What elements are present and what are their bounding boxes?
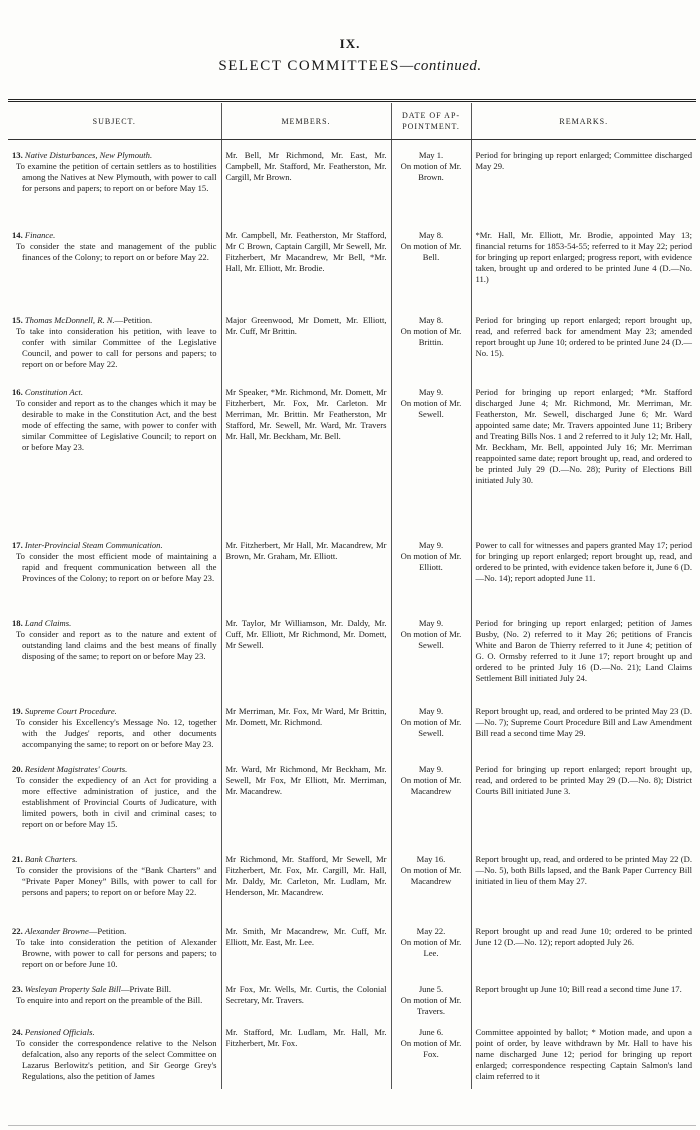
members-cell: Mr Merriman, Mr. Fox, Mr Ward, Mr Brittin, Mr. Domett, Mr. Richmond. xyxy=(221,696,391,754)
table-row xyxy=(8,1017,696,1089)
table-row xyxy=(8,377,696,530)
date-cell xyxy=(391,696,471,754)
subject-title: Pensioned Officials. xyxy=(24,1026,95,1037)
members-cell: Mr Fox, Mr. Wells, Mr. Curtis, the Colonial Secretary, Mr. Travers. xyxy=(221,974,391,1017)
table-row xyxy=(8,974,696,1017)
table-row xyxy=(8,220,696,305)
subject-cell xyxy=(8,377,221,530)
subject-cell xyxy=(8,305,221,377)
appointment-motion: On motion of Mr. Elliott. xyxy=(400,550,462,572)
table-row xyxy=(8,844,696,916)
bottom-rule xyxy=(8,1125,696,1126)
members-cell: Mr. Fitzherbert, Mr Hall, Mr. Macandrew, Mr Brown, Mr. Graham, Mr. Elliott. xyxy=(221,530,391,608)
subject-title: Land Claims. xyxy=(24,617,72,628)
appointment-motion: On motion of Mr. Lee. xyxy=(400,936,462,958)
subject-cell xyxy=(8,974,221,1017)
subject-cell xyxy=(8,1017,221,1089)
remarks-cell: Period for bringing up report enlarged; report brought up, read, and ordered to be printed May 29 (D.—No. 8); District Courts Bill initiated June 3. xyxy=(471,754,696,844)
table-row xyxy=(8,754,696,844)
subject-text: To take into consideration his petition, with leave to confer with similar Committee of the Legislative Council, and power to call for persons and papers; to report on or before May 22. xyxy=(16,325,217,369)
subject-cell xyxy=(8,530,221,608)
subject-cell xyxy=(8,754,221,844)
subject-text: To examine the petition of certain settlers as to hostilities among the Natives at New Plymouth, with power to call for persons and papers; to report on or before May 15. xyxy=(16,161,217,193)
remarks-cell: Period for bringing up report enlarged; petition of James Busby, (No. 2) referred to it May 26; petitions of Francis White and Baron de Thierry referred to it June 4; petition of G. O. Ormsby referred to it June 17; report brought up and ordered to be printed July 16 (D.—No. 21); Land Claims Settlement Bill initiated July 24. xyxy=(471,608,696,696)
page-number: IX. xyxy=(339,36,361,51)
appointment-date: May 9. xyxy=(418,617,444,628)
subject-title-extra: —Private Bill. xyxy=(120,983,172,994)
subject-cell xyxy=(8,140,221,220)
appointment-date: May 8. xyxy=(418,314,444,325)
entry-number: 14. xyxy=(12,229,23,240)
header-subject: SUBJECT. xyxy=(8,103,221,140)
remarks-cell: Period for bringing up report enlarged; Committee discharged May 29. xyxy=(471,140,696,220)
remarks-cell: Power to call for witnesses and papers granted May 17; period for bringing up report enlarged; report brought up, read, and ordered to be printed, with evidence taken before it, June 6 (D.—No. 14); report adopted June 11. xyxy=(471,530,696,608)
subject-title: Wesleyan Property Sale Bill xyxy=(24,983,121,994)
entry-number: 15. xyxy=(12,314,23,325)
subject-cell xyxy=(8,696,221,754)
remarks-cell: Report brought up June 10; Bill read a second time June 17. xyxy=(471,974,696,1017)
header-date: DATE OF AP-POINTMENT. xyxy=(391,103,471,140)
subject-text: To consider the expediency of an Act for providing a more effective administration of justice, and the establishment of Provincial Courts of Judicature, with limited powers, both in civil and criminal cases; to report on or before May 15. xyxy=(16,774,217,829)
members-cell: Mr. Stafford, Mr. Ludlam, Mr. Hall, Mr. Fitzherbert, Mr. Fox. xyxy=(221,1017,391,1089)
date-cell xyxy=(391,377,471,530)
remarks-cell: Report brought up, read, and ordered to be printed May 22 (D.—No. 5), both Bills lapsed, and the Bank Paper Currency Bill initiated in lieu of them May 27. xyxy=(471,844,696,916)
table-row xyxy=(8,696,696,754)
remarks-cell: Report brought up, read, and ordered to be printed May 23 (D.—No. 7); Supreme Court Procedure Bill and Law Amendment Bill read a second time May 29. xyxy=(471,696,696,754)
subject-cell xyxy=(8,916,221,974)
subject-text: To consider and report as to the changes which it may be desirable to make in the Constitution Act, and the best mode of effecting the same, with power to confer with similar Committee of Legislative Council; to report on or before May 23. xyxy=(16,397,217,452)
appointment-motion: On motion of Mr. Sewell. xyxy=(400,716,462,738)
page-title xyxy=(0,58,700,75)
remarks-cell: Report brought up and read June 10; ordered to be printed June 12 (D.—No. 12); report adopted July 26. xyxy=(471,916,696,974)
header-remarks: REMARKS. xyxy=(471,103,696,140)
appointment-motion: On motion of Mr. Bell. xyxy=(400,240,462,262)
committees-table xyxy=(8,103,696,1089)
subject-text: To consider the most efficient mode of maintaining a rapid and frequent communication between all the Provinces of the Colony; to report on or before May 23. xyxy=(16,550,217,583)
header-members: MEMBERS. xyxy=(221,103,391,140)
subject-title: Inter-Provincial Steam Communication. xyxy=(24,539,163,550)
subject-text: To consider his Excellency's Message No. 12, together with the Judges' reports, and other documents accompanying the same; to report on or before May 23. xyxy=(16,716,217,749)
appointment-motion: On motion of Mr. Fox. xyxy=(400,1037,462,1059)
date-cell xyxy=(391,844,471,916)
entry-number: 13. xyxy=(12,150,23,160)
date-cell xyxy=(391,608,471,696)
appointment-date: May 22. xyxy=(416,925,446,936)
table-row xyxy=(8,530,696,608)
page-title-suffix: —continued. xyxy=(399,58,482,74)
subject-text: To enquire into and report on the preamble of the Bill. xyxy=(16,994,203,1005)
subject-title: Constitution Act. xyxy=(24,386,83,397)
appointment-date: May 9. xyxy=(418,386,444,397)
table-row xyxy=(8,305,696,377)
subject-text: To consider the correspondence relative to the Nelson defalcation, also any reports of the select Committee on Lazarus Berlowitz's petition, and Sir George Grey's Regulations, also the petition of James xyxy=(16,1037,217,1081)
remarks-cell: Period for bringing up report enlarged; report brought up, read, and referred back for amendment May 23; amended report brought up June 10; ordered to be printed June 24 (D.—No. 15). xyxy=(471,305,696,377)
subject-text: To take into consideration the petition of Alexander Browne, with power to call for persons and papers; to report on or before June 10. xyxy=(16,936,217,969)
members-cell: Mr. Taylor, Mr Williamson, Mr. Daldy, Mr. Cuff, Mr. Elliott, Mr Richmond, Mr. Domett, Mr Sewell. xyxy=(221,608,391,696)
entry-number: 17. xyxy=(12,539,23,550)
subject-title-extra: —Petition. xyxy=(88,925,127,936)
entry-number: 20. xyxy=(12,763,23,774)
subject-title: Resident Magistrates' Courts. xyxy=(24,763,128,774)
appointment-motion: On motion of Mr. Brown. xyxy=(400,161,462,182)
subject-text: To consider the state and management of the public finances of the Colony; to report on or before May 22. xyxy=(16,240,217,262)
date-cell xyxy=(391,974,471,1017)
members-cell: Mr. Campbell, Mr. Featherston, Mr Stafford, Mr C Brown, Captain Cargill, Mr Sewell, Mr. Fitzherbert, Mr Macandrew, Mr Bell, *Mr. Hall, Mr. Elliott, Mr. Brodie. xyxy=(221,220,391,305)
subject-title-extra: —Petition. xyxy=(114,314,153,325)
appointment-motion: On motion of Mr. Travers. xyxy=(400,994,462,1016)
remarks-cell: *Mr. Hall, Mr. Elliott, Mr. Brodie, appointed May 13; financial returns for 1853-54-55; referred to it May 22; period for bringing up report enlarged; progress report, with evidence taken, brought up and ordered to be printed June 4 (D.—No. 11.) xyxy=(471,220,696,305)
remarks-cell: Period for bringing up report enlarged; *Mr. Stafford discharged June 4; Mr. Richmond, Mr. Merriman, Mr. Featherston, Mr. Sewell, discharged June 6; Mr. Ward appointed same date; Mr. Travers appointed June 11; Bribery and Treating Bills Nos. 1 and 2 referred to it July 12; Mr. Hall, Mr. Beckham, Mr. Bell, appointed July 16; Mr. Merriman reappointed same date; report brought up, read, and ordered to be printed July 29 (D.—No. 28); Purity of Elections Bill initiated July 30. xyxy=(471,377,696,530)
entry-number: 21. xyxy=(12,853,23,864)
appointment-date: May 1. xyxy=(418,150,444,160)
appointment-motion: On motion of Mr. Macandrew xyxy=(400,774,462,796)
subject-title: Alexander Browne xyxy=(24,925,89,936)
entry-number: 24. xyxy=(12,1026,23,1037)
header-double-rule xyxy=(8,99,696,102)
entry-number: 23. xyxy=(12,983,23,994)
subject-cell xyxy=(8,220,221,305)
subject-cell xyxy=(8,844,221,916)
appointment-date: May 9. xyxy=(418,539,444,550)
subject-title: Finance. xyxy=(24,229,56,240)
table-row xyxy=(8,608,696,696)
appointment-motion: On motion of Mr. Sewell. xyxy=(400,397,462,419)
remarks-cell: Committee appointed by ballot; * Motion made, and upon a point of order, by leave withdrawn by Mr. Hall to have his name discharged June 12; period for bringing up report enlarged; correspondence respecting Captain Salmon's land claim referred to it xyxy=(471,1017,696,1089)
subject-text: To consider and report as to the nature and extent of outstanding land claims and the best means of finally disposing of the same; to report on or before May 23. xyxy=(16,628,217,661)
members-cell: Mr. Bell, Mr Richmond, Mr. East, Mr. Campbell, Mr. Stafford, Mr. Featherston, Mr. Cargill, Mr Brown. xyxy=(221,140,391,220)
date-cell xyxy=(391,1017,471,1089)
date-cell xyxy=(391,305,471,377)
entry-number: 22. xyxy=(12,925,23,936)
date-cell xyxy=(391,530,471,608)
appointment-date: May 16. xyxy=(416,853,446,864)
members-cell: Major Greenwood, Mr Domett, Mr. Elliott, Mr. Cuff, Mr Brittin. xyxy=(221,305,391,377)
table-row xyxy=(8,140,696,220)
appointment-date: May 9. xyxy=(418,705,444,716)
page-title-main: SELECT COMMITTEES xyxy=(218,58,400,74)
subject-title: Supreme Court Procedure. xyxy=(24,705,117,716)
members-cell: Mr. Ward, Mr Richmond, Mr Beckham, Mr. Sewell, Mr Fox, Mr Elliott, Mr. Merriman, Mr. Macandrew. xyxy=(221,754,391,844)
appointment-date: May 8. xyxy=(418,229,444,240)
appointment-motion: On motion of Mr. Macandrew xyxy=(400,864,462,886)
subject-text: To consider the provisions of the “Bank Charters” and “Private Paper Money” Bills, with power to call for persons and papers; to report on or before May 22. xyxy=(16,864,217,897)
appointment-date: June 5. xyxy=(418,983,444,994)
members-cell: Mr Speaker, *Mr. Richmond, Mr. Domett, Mr Fitzherbert, Mr. Fox, Mr. Carleton. Mr Merriman, Mr. Brittin. Mr Featherston, Mr Stafford, Mr. Sewell, Mr. Ward, Mr. Travers Mr. Hall, Mr. Beckham, Mr. Bell. xyxy=(221,377,391,530)
members-cell: Mr Richmond, Mr. Stafford, Mr Sewell, Mr Fitzherbert, Mr. Fox, Mr. Cargill, Mr. Hall, Mr. Daldy, Mr. Carleton, Mr. Ludlam, Mr. Henderson, Mr. Macandrew. xyxy=(221,844,391,916)
subject-title: Thomas McDonnell, R. N. xyxy=(24,314,115,325)
entry-number: 19. xyxy=(12,705,23,716)
appointment-date: May 9. xyxy=(418,763,444,774)
date-cell xyxy=(391,754,471,844)
entry-number: 16. xyxy=(12,386,23,397)
subject-cell xyxy=(8,608,221,696)
members-cell: Mr. Smith, Mr Macandrew, Mr. Cuff, Mr. Elliott, Mr. East, Mr. Lee. xyxy=(221,916,391,974)
table-row xyxy=(8,916,696,974)
date-cell xyxy=(391,916,471,974)
entry-number: 18. xyxy=(12,617,23,628)
subject-title: Native Disturbances, New Plymouth. xyxy=(24,150,153,160)
date-cell xyxy=(391,220,471,305)
appointment-motion: On motion of Mr. Sewell. xyxy=(400,628,462,650)
appointment-date: June 6. xyxy=(418,1026,444,1037)
date-cell xyxy=(391,140,471,220)
appointment-motion: On motion of Mr. Brittin. xyxy=(400,325,462,347)
table-header-row xyxy=(8,103,696,140)
subject-title: Bank Charters. xyxy=(24,853,78,864)
